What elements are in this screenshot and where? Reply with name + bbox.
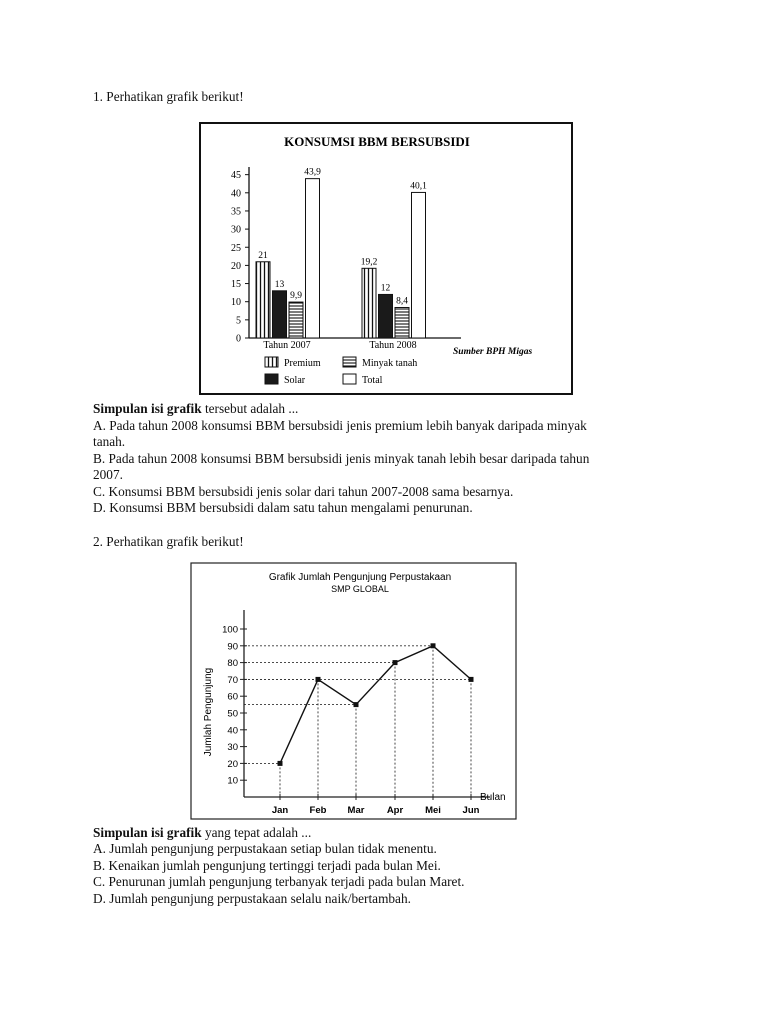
- q1-option-a: A. Pada tahun 2008 konsumsi BBM bersubsidi jenis premium lebih banyak daripada minyak: [93, 418, 587, 433]
- chart2-x-tick-label: Apr: [386, 805, 404, 816]
- chart1-legend-swatch: [343, 374, 356, 384]
- q1-option-b-cont: 2007.: [93, 467, 123, 482]
- chart2-frame: [191, 563, 516, 819]
- chart2-x-tick-label: Mar: [347, 805, 365, 816]
- chart1-bar: [273, 291, 287, 338]
- chart1-legend-label: Solar: [284, 375, 306, 386]
- chart2-point: [469, 677, 474, 682]
- chart1-legend-swatch: [343, 357, 356, 367]
- chart2-point: [278, 761, 283, 766]
- q1-option-d: D. Konsumsi BBM bersubsidi dalam satu tahun mengalami penurunan.: [93, 500, 473, 515]
- q2-option-a: A. Jumlah pengunjung perpustakaan setiap bulan tidak menentu.: [93, 841, 437, 856]
- chart1-bar: [256, 262, 270, 338]
- chart1-title: KONSUMSI BBM BERSUBSIDI: [284, 134, 470, 149]
- chart1-bar: [289, 302, 303, 338]
- chart2-y-tick-label: 100: [222, 624, 238, 636]
- chart2-y-tick-label: 70: [227, 674, 238, 686]
- chart2-x-tick-label: Jan: [271, 805, 289, 816]
- chart2-point: [393, 660, 398, 665]
- chart2-ylabel: Jumlah Pengunjung: [203, 667, 214, 757]
- chart2-subtitle: SMP GLOBAL: [331, 584, 389, 594]
- chart2-x-tick-label: Mei: [425, 805, 441, 816]
- bbm-bar-chart: [199, 122, 575, 397]
- chart1-bar: [362, 268, 376, 338]
- chart1-legend-label: Minyak tanah: [362, 358, 418, 369]
- chart1-y-tick-label: 45: [231, 170, 241, 182]
- chart1-data-label: 43,9: [304, 167, 321, 178]
- chart1-data-label: 12: [380, 283, 391, 294]
- chart1-data-label: 19,2: [360, 257, 378, 268]
- chart1-legend-label: Total: [362, 375, 383, 386]
- q2-option-c: C. Penurunan jumlah pengunjung terbanyak terjadi pada bulan Maret.: [93, 874, 465, 889]
- chart2-y-tick-label: 60: [227, 691, 238, 703]
- chart1-data-label: 13: [274, 279, 285, 290]
- chart1-x-tick-label: Tahun 2007: [263, 340, 311, 351]
- chart1-data-label: 40,1: [410, 181, 427, 192]
- q1-option-c: C. Konsumsi BBM bersubsidi jenis solar dari tahun 2007-2008 sama besarnya.: [93, 484, 514, 499]
- q2-option-d: D. Jumlah pengunjung perpustakaan selalu naik/bertambah.: [93, 891, 411, 906]
- chart1-bar: [412, 192, 426, 338]
- chart2-xlabel: Bulan: [480, 792, 506, 803]
- chart2-x-tick-label: Feb: [309, 805, 327, 816]
- chart2-point: [354, 702, 359, 707]
- chart1-bar: [379, 294, 393, 338]
- chart1-legend-swatch: [265, 357, 278, 367]
- q2-option-b: B. Kenaikan jumlah pengunjung tertinggi terjadi pada bulan Mei.: [93, 858, 441, 873]
- chart1-legend-swatch: [265, 374, 278, 384]
- chart1-y-tick-label: 10: [231, 297, 241, 309]
- chart1-data-label: 9,9: [290, 291, 302, 302]
- chart1-y-tick-label: 0: [236, 333, 241, 345]
- chart2-x-tick-label: Jun: [462, 805, 480, 816]
- chart1-data-label: 8,4: [396, 296, 408, 307]
- chart2-point: [316, 677, 321, 682]
- chart1-bar: [306, 179, 320, 338]
- chart2-y-tick-label: 30: [227, 742, 238, 754]
- chart2-point: [431, 643, 436, 648]
- chart1-x-tick-label: Tahun 2008: [369, 340, 417, 351]
- chart2-title: Grafik Jumlah Pengunjung Perpustakaan: [268, 572, 452, 583]
- chart2-y-tick-label: 40: [227, 725, 238, 737]
- chart1-y-tick-label: 20: [231, 260, 241, 272]
- chart2-y-tick-label: 10: [227, 775, 238, 787]
- chart1-y-tick-label: 15: [231, 279, 241, 291]
- chart1-bar: [395, 308, 409, 338]
- chart1-source: Sumber BPH Migas: [453, 347, 533, 357]
- chart2-y-tick-label: 80: [227, 658, 238, 670]
- q2-prompt: Simpulan isi grafik yang tepat adalah ...: [93, 825, 312, 840]
- chart2-y-tick-label: 20: [227, 758, 238, 770]
- q1-option-b: B. Pada tahun 2008 konsumsi BBM bersubsidi jenis minyak tanah lebih besar daripada tahun: [93, 451, 590, 466]
- chart2-y-tick-label: 90: [227, 641, 238, 653]
- visitor-line-chart: [190, 562, 518, 822]
- chart1-data-label: 21: [258, 250, 268, 261]
- chart1-y-tick-label: 25: [231, 242, 241, 254]
- q2-heading: 2. Perhatikan grafik berikut!: [93, 534, 244, 549]
- chart1-legend-label: Premium: [284, 358, 321, 369]
- chart1-y-tick-label: 40: [231, 188, 241, 200]
- q1-heading: 1. Perhatikan grafik berikut!: [93, 89, 244, 104]
- q1-option-a-cont: tanah.: [93, 434, 126, 449]
- chart2-y-tick-label: 50: [227, 708, 238, 720]
- chart1-y-tick-label: 35: [231, 206, 241, 218]
- chart1-y-tick-label: 30: [231, 224, 241, 236]
- q1-prompt: Simpulan isi grafik tersebut adalah ...: [93, 401, 299, 416]
- chart1-y-tick-label: 5: [236, 315, 241, 327]
